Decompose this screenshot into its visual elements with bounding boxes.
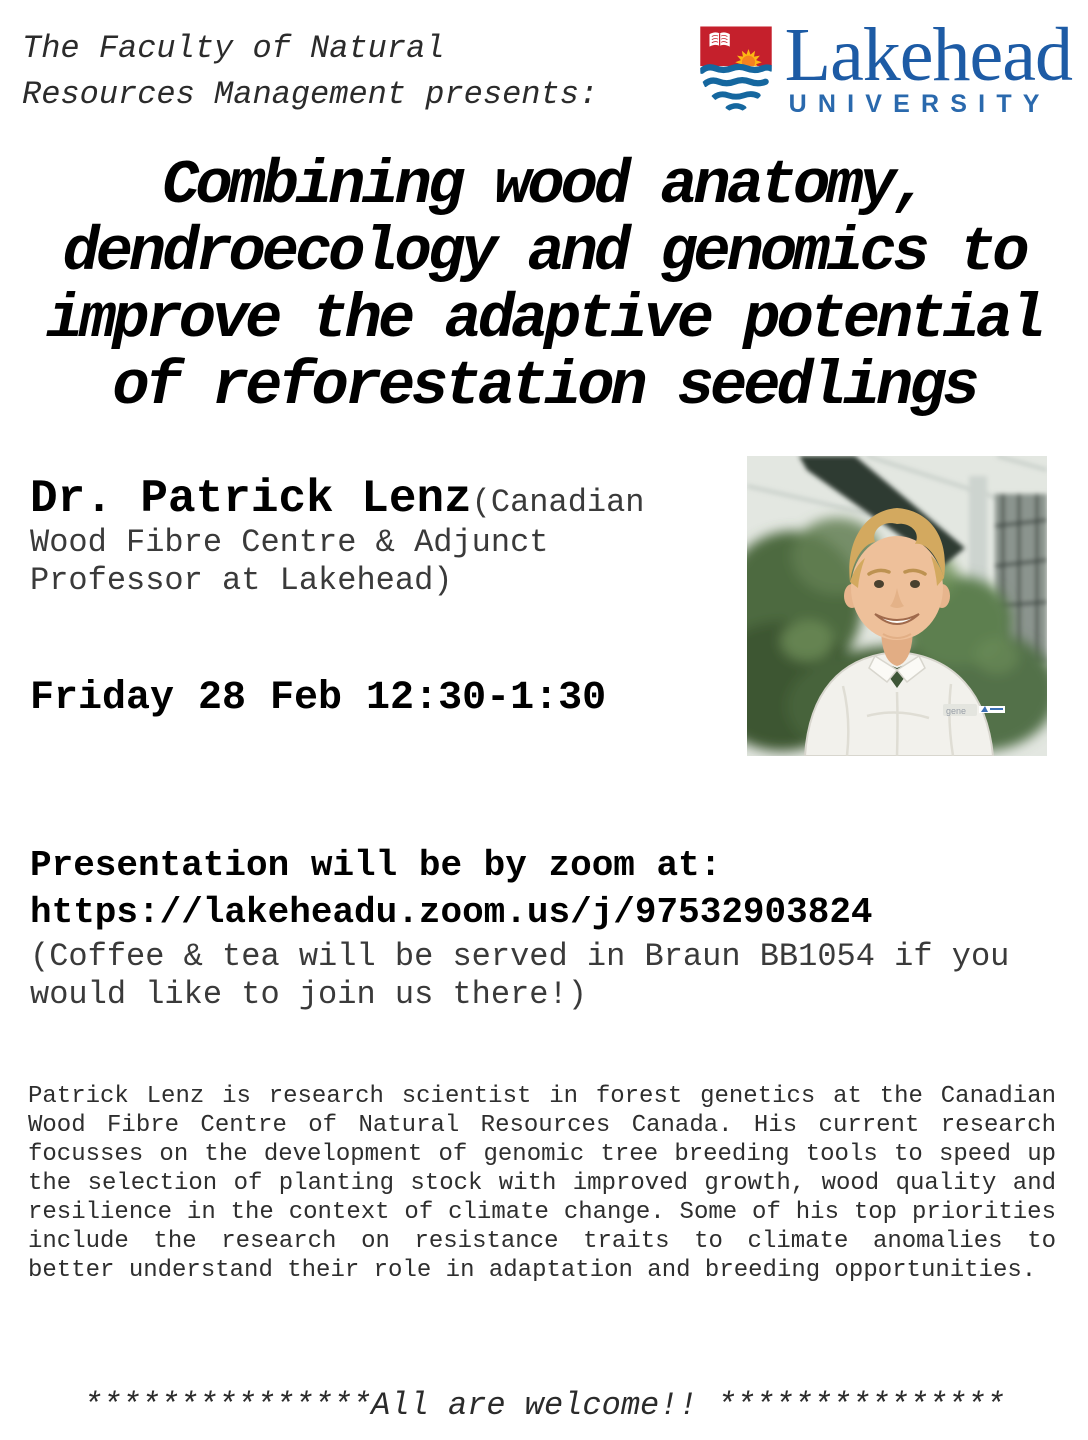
- svg-text:gene: gene: [946, 706, 967, 716]
- speaker-photo: [747, 456, 1047, 756]
- book-icon: [709, 32, 729, 46]
- presents-line-1: The Faculty of Natural: [22, 30, 445, 67]
- title-line-2: dendroecology and genomics to: [62, 217, 1026, 288]
- coffee-note: (Coffee & tea will be served in Braun BB1054 if you would like to join us there!): [30, 938, 1010, 1013]
- zoom-info-block: [30, 842, 1060, 1014]
- speaker-bio: Patrick Lenz is research scientist in forest genetics at the Canadian Wood Fibre Centre of Natural Resources Canada. His current research focusses on the development of genomic tree breeding tools to speed up the selection of planting stock with improved growth, wood quality and resilience in the context of climate change. Some of his top priorities include the research on resistance traits to climate anomalies to better understand their role in adaptation and breeding opportunities.: [28, 1083, 1056, 1284]
- speaker-name: Dr. Patrick Lenz: [30, 473, 472, 525]
- title-line-1: Combining wood anatomy,: [162, 150, 926, 221]
- faculty-presents-text: [22, 26, 598, 118]
- title-line-4: of reforestation seedlings: [112, 351, 976, 422]
- zoom-link[interactable]: https://lakeheadu.zoom.us/j/97532903824: [30, 892, 873, 933]
- lakehead-shield-icon: [697, 22, 775, 118]
- shield-chief: [700, 26, 772, 66]
- lakehead-logo: [697, 13, 1072, 118]
- logo-wordmark: Lakehead: [784, 13, 1072, 97]
- all-welcome-banner: ***************All are welcome!! ***************: [83, 1387, 1005, 1424]
- title-line-3: improve the adaptive potential: [45, 284, 1043, 355]
- zoom-heading: Presentation will be by zoom at:: [30, 845, 722, 886]
- speaker-affiliation: (Canadian Wood Fibre Centre & Adjunct Professor at Lakehead): [30, 484, 645, 599]
- presents-line-2: Resources Management presents:: [22, 76, 599, 113]
- logo-text: [784, 13, 1072, 118]
- speaker-block: [30, 474, 735, 600]
- event-datetime: Friday 28 Feb 12:30-1:30: [30, 676, 607, 721]
- logo-university-label: UNIVERSITY: [788, 90, 1051, 118]
- seminar-title: [0, 152, 1088, 420]
